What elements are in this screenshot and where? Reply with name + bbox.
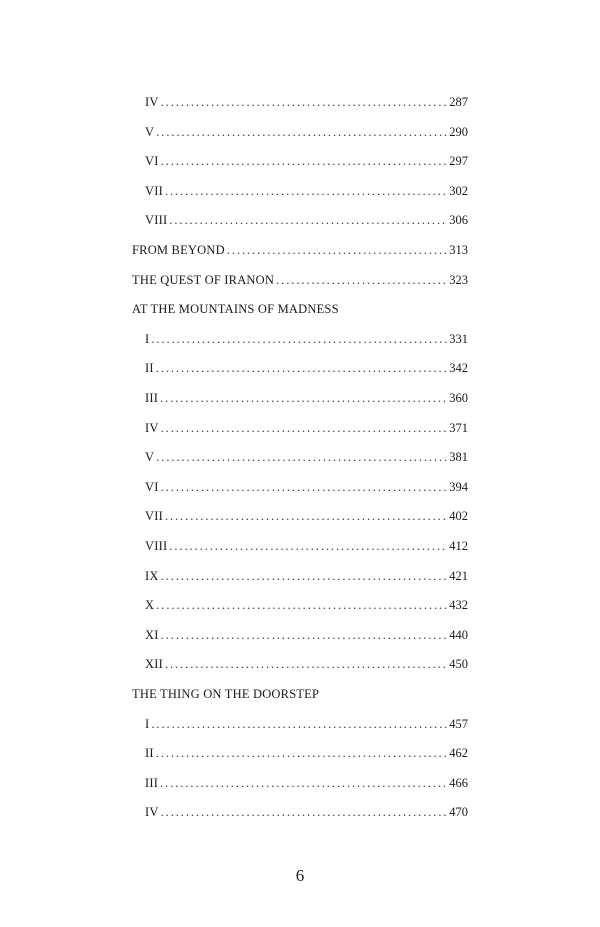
toc-entry	[145, 330, 468, 348]
dot-leader	[165, 507, 447, 525]
toc-entry	[145, 478, 468, 496]
toc-entry	[145, 211, 468, 229]
toc-section-heading: AT THE MOUNTAINS OF MADNESS	[132, 302, 339, 316]
dot-leader	[160, 774, 447, 792]
dot-leader	[169, 211, 447, 229]
toc-entry-label: IV	[145, 95, 159, 109]
toc-entry	[145, 123, 468, 141]
toc-entry	[145, 715, 468, 733]
toc-entry	[145, 419, 468, 437]
dot-leader	[160, 389, 447, 407]
toc-entry-page: 457	[449, 717, 468, 731]
dot-leader	[151, 330, 447, 348]
toc-section-heading: THE THING ON THE DOORSTEP	[132, 687, 320, 701]
toc-entry-page: 342	[449, 361, 468, 375]
dot-leader	[156, 744, 448, 762]
toc-entry-page: 360	[449, 391, 468, 405]
toc-entry-page: 297	[449, 154, 468, 168]
dot-leader	[151, 715, 447, 733]
toc-entry	[145, 507, 468, 525]
dot-leader	[156, 123, 447, 141]
toc-entry	[145, 774, 468, 792]
toc-entry	[145, 182, 468, 200]
toc-entry-label: I	[145, 717, 150, 731]
toc-entry-page: 302	[449, 184, 468, 198]
toc-entry	[145, 596, 468, 614]
toc-entry-page: 450	[449, 657, 468, 671]
toc-entry-label: IX	[145, 569, 159, 583]
toc-entry-label: I	[145, 332, 150, 346]
toc-entry-page: 432	[449, 598, 468, 612]
dot-leader	[161, 567, 448, 585]
toc-entry	[145, 389, 468, 407]
toc-entry-label: VI	[145, 154, 159, 168]
dot-leader	[156, 359, 448, 377]
toc-entry	[145, 93, 468, 111]
toc-entry-label: VII	[145, 184, 163, 198]
toc-entry	[145, 359, 468, 377]
toc-entry-label: XII	[145, 657, 163, 671]
dot-leader	[161, 152, 448, 170]
toc-entry-page: 440	[449, 628, 468, 642]
toc-entry-page: 306	[449, 213, 468, 227]
toc-entry-page: 466	[449, 776, 468, 790]
toc-entry	[145, 744, 468, 762]
dot-leader	[169, 537, 447, 555]
toc-entry-page: 287	[449, 95, 468, 109]
dot-leader	[165, 182, 447, 200]
toc-entry-label: FROM BEYOND	[132, 243, 225, 257]
dot-leader	[165, 655, 447, 673]
toc-entry	[145, 655, 468, 673]
dot-leader	[161, 626, 448, 644]
toc-entry	[145, 626, 468, 644]
toc-entry-label: IV	[145, 805, 159, 819]
toc-entry-label: V	[145, 125, 155, 139]
toc-entry-label: XI	[145, 628, 159, 642]
page-number: 6	[295, 866, 305, 885]
toc-entry-label: II	[145, 746, 154, 760]
toc-entry	[145, 803, 468, 821]
toc-entry-page: 402	[449, 509, 468, 523]
dot-leader	[276, 271, 447, 289]
dot-leader	[161, 419, 448, 437]
toc-entry-label: III	[145, 776, 159, 790]
dot-leader	[156, 448, 447, 466]
toc-entry-page: 381	[449, 450, 468, 464]
toc-entry-page: 421	[449, 569, 468, 583]
toc-entry-label: X	[145, 598, 155, 612]
toc-entry	[145, 152, 468, 170]
toc-entry-label: V	[145, 450, 155, 464]
toc-entry-page: 331	[449, 332, 468, 346]
toc-entry	[145, 448, 468, 466]
toc-entry-page: 394	[449, 480, 468, 494]
toc-entry-label: VII	[145, 509, 163, 523]
toc-entry-page: 462	[449, 746, 468, 760]
toc-entry-page: 412	[449, 539, 468, 553]
toc-entry-page: 323	[449, 273, 468, 287]
toc-entry	[145, 537, 468, 555]
toc-entry	[145, 567, 468, 585]
dot-leader	[161, 803, 448, 821]
toc-entry-page: 470	[449, 805, 468, 819]
toc-entry-label: III	[145, 391, 159, 405]
toc-entry-label: THE QUEST OF IRANON	[132, 273, 275, 287]
dot-leader	[156, 596, 447, 614]
dot-leader	[227, 241, 447, 259]
dot-leader	[161, 93, 448, 111]
toc-entry-label: VIII	[145, 539, 168, 553]
toc-entry-label: IV	[145, 421, 159, 435]
toc-entry-label: II	[145, 361, 154, 375]
toc-entry-label: VI	[145, 480, 159, 494]
toc-entry-page: 371	[449, 421, 468, 435]
dot-leader	[161, 478, 448, 496]
toc-entry-page: 290	[449, 125, 468, 139]
toc-entry	[132, 241, 468, 259]
toc-entry	[132, 271, 468, 289]
toc-entry-label: VIII	[145, 213, 168, 227]
toc-entry-page: 313	[449, 243, 468, 257]
